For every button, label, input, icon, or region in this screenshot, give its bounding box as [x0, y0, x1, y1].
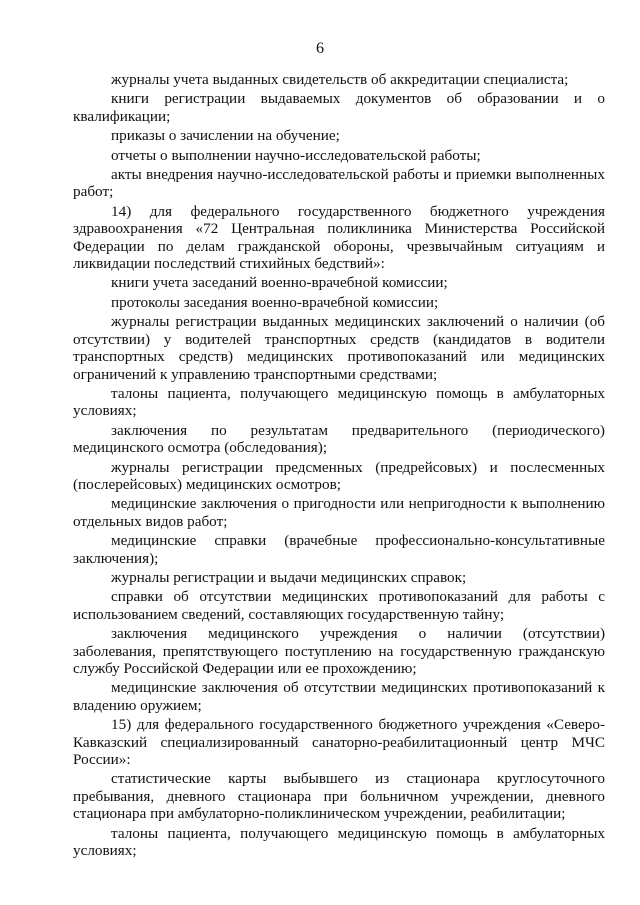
paragraph: талоны пациента, получающего медицинскую помощь в амбулаторных условиях;: [73, 384, 605, 420]
paragraph: журналы регистрации выданных медицинских заключений о наличии (об отсутствии) у водителей транспортных средств (кандидатов в водители транспортных средств) медицинских противопоказаний или медицинских ограничений к управлению транспортными средствами;: [73, 313, 605, 383]
paragraph: статистические карты выбывшего из стационара круглосуточного пребывания, дневного стационара при больничном учреждении, дневного стационара при амбулаторно-поликлиническом учреждении, реабилитации;: [73, 770, 605, 823]
document-body: [73, 71, 605, 861]
paragraph-item-15: 15) для федерального государственного бюджетного учреждения «Северо-Кавказский специализированный санаторно-реабилитационный центр МЧС России»:: [73, 716, 605, 769]
paragraph: талоны пациента, получающего медицинскую помощь в амбулаторных условиях;: [73, 824, 605, 860]
paragraph: заключения по результатам предварительного (периодического) медицинского осмотра (обследования);: [73, 421, 605, 457]
paragraph: медицинские заключения об отсутствии медицинских противопоказаний к владению оружием;: [73, 679, 605, 714]
paragraph: книги учета заседаний военно-врачебной комиссии;: [111, 274, 448, 292]
paragraph: книги регистрации выдаваемых документов об образовании и о квалификации;: [73, 90, 605, 125]
paragraph-item-14: 14) для федерального государственного бюджетного учреждения здравоохранения «72 Центральная поликлиника Министерства Российской Федерации по делам гражданской обороны, чрезвычайным ситуациям и ликвидации последствий стихийных бедствий»:: [73, 202, 605, 273]
paragraph: отчеты о выполнении научно-исследовательской работы;: [111, 146, 481, 164]
paragraph: протоколы заседания военно-врачебной комиссии;: [111, 293, 439, 311]
paragraph: журналы учета выданных свидетельств об аккредитации специалиста;: [111, 71, 569, 88]
paragraph: медицинские справки (врачебные профессионально-консультативные заключения);: [73, 532, 605, 567]
page-number: 6: [316, 40, 324, 57]
paragraph: справки об отсутствии медицинских противопоказаний для работы с использованием сведений, составляющих государственную тайну;: [73, 588, 605, 623]
paragraph: журналы регистрации предсменных (предрейсовых) и послесменных (послерейсовых) медицинских осмотров;: [73, 458, 605, 493]
paragraph: медицинские заключения о пригодности или непригодности к выполнению отдельных видов работ;: [73, 495, 605, 530]
paragraph: приказы о зачислении на обучение;: [111, 127, 340, 145]
paragraph: заключения медицинского учреждения о наличии (отсутствии) заболевания, препятствующего поступлению на государственную гражданскую службу Российской Федерации или ее прохождению;: [73, 625, 605, 677]
paragraph: акты внедрения научно-исследовательской работы и приемки выполненных работ;: [73, 166, 605, 201]
paragraph: журналы регистрации и выдачи медицинских справок;: [111, 568, 467, 586]
